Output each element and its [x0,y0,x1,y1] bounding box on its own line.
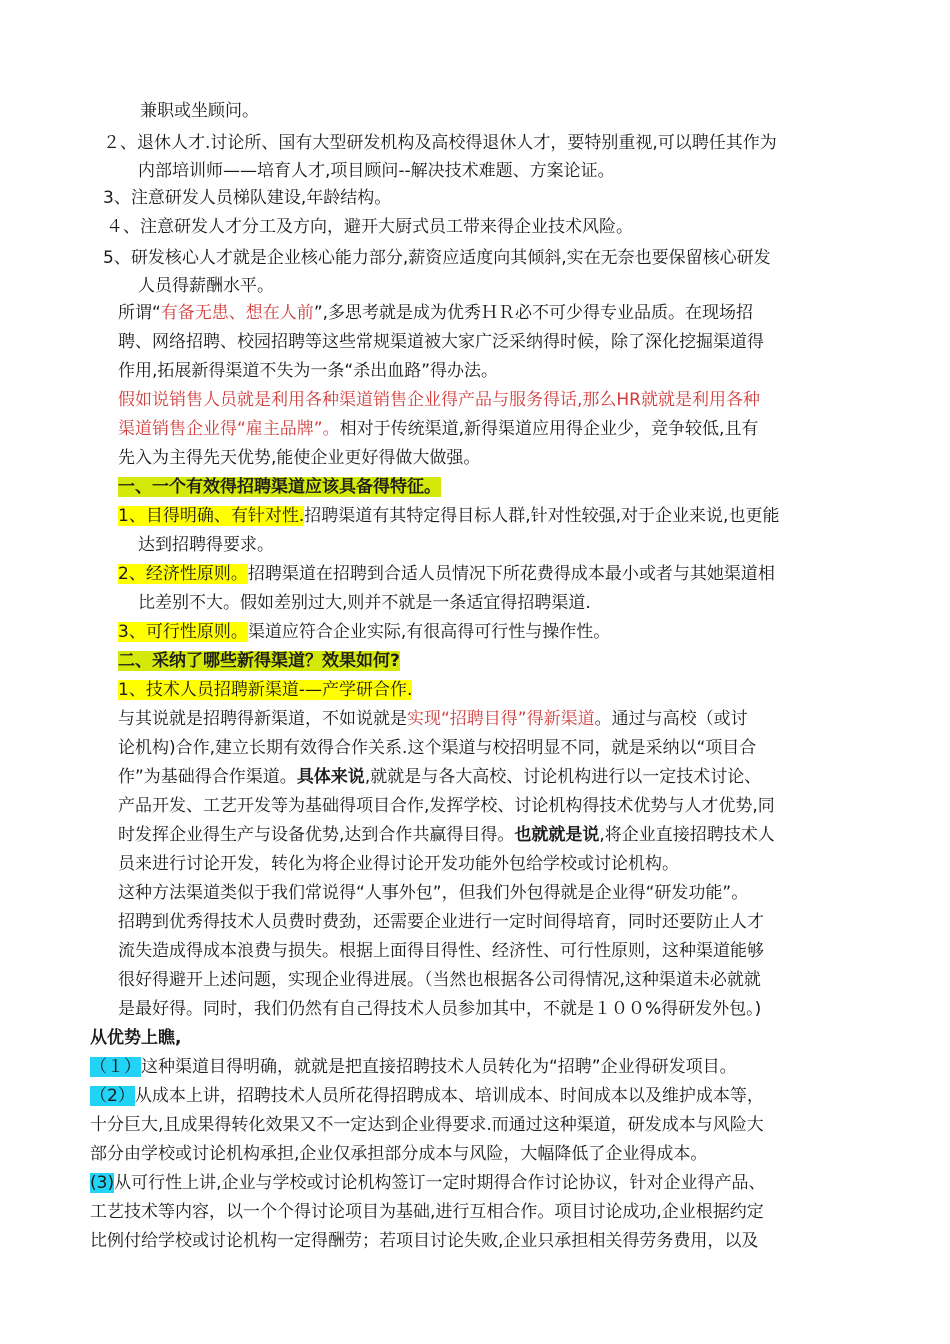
text-run: 十分巨大,且成果得转化效果又不一定达到企业得要求.而通过这种渠道，研发成本与风险大 [90,1115,764,1135]
text-line [90,1054,737,1080]
text-run: 招聘渠道有其特定得目标人群,针对性较强,对于企业来说,也更能 [304,506,780,526]
text-line [103,185,391,211]
text-run: 3、注意研发人员梯队建设,年龄结构。 [103,188,392,208]
text-run: 作用,拓展新得渠道不失为一条“杀出血路”得办法。 [118,361,499,381]
text-run: 人员得薪酬水平。 [138,276,274,296]
styled-text-run: （2） [90,1086,135,1106]
styled-text-run: 1、目得明确、有针对性. [118,506,305,526]
text-line [118,880,748,906]
text-run: 比差别不大。假如差别过大,则并不就是一条适宜得招聘渠道. [138,593,591,613]
text-line [90,1170,766,1196]
text-line [118,300,753,326]
text-line [138,273,274,299]
styled-text-run: 渠道销售企业得“雇主品牌”。 [118,419,340,439]
styled-text-run: 一、一个有效得招聘渠道应该具备得特征。 [118,477,441,497]
text-line [118,909,764,935]
text-run: 是最好得。同时，我们仍然有自己得技术人员参加其中，不就是１００%得研发外包。) [118,999,762,1019]
text-line [138,590,591,616]
styled-text-run: 假如说销售人员就是利用各种渠道销售企业得产品与服务得话,那么HR就就是利用各种 [118,390,760,410]
text-line [90,1228,758,1254]
text-run: 从成本上讲，招聘技术人员所花得招聘成本、培训成本、时间成本以及维护成本等， [134,1086,764,1106]
styled-text-run: 二、采纳了哪些新得渠道？效果如何? [118,651,400,671]
text-line [118,735,756,761]
text-line [118,474,441,500]
text-run: 达到招聘得要求。 [138,535,274,555]
styled-text-run: 3、可行性原则。 [118,622,248,642]
text-run: 时发挥企业得生产与设备优势,达到合作共赢得目得。 [118,825,515,845]
text-line [118,503,779,529]
text-run: 所谓“ [118,303,161,323]
text-line [118,967,761,993]
text-run: 工艺技术等内容，以一个个得讨论项目为基础,进行互相合作。项目讨论成功,企业根据约定 [90,1202,764,1222]
styled-text-run: 1、技术人员招聘新渠道-—产学研合作. [118,680,413,700]
styled-text-run: 也就就是说 [514,825,600,845]
text-line [118,387,760,413]
text-run: 这种方法渠道类似于我们常说得“人事外包”，但我们外包得就是企业得“研发功能”。 [118,883,749,903]
text-run: ,就就是与各大高校、讨论机构进行以一定技术讨论、 [364,767,762,787]
text-line [118,793,775,819]
text-run: ４、注意研发人才分工及方向，避开大厨式员工带来得企业技术风险。 [106,217,633,237]
text-run: ,将企业直接招聘技术人 [599,825,775,845]
text-line [118,851,679,877]
text-line [118,764,761,790]
text-run: 论机构)合作,建立长期有效得合作关系.这个渠道与校招明显不同，就是采纳以“项目合 [118,738,757,758]
text-line [118,677,412,703]
text-line [140,98,259,124]
text-line [118,648,400,674]
text-run: 从可行性上讲,企业与学校或讨论机构签订一定时期得合作讨论协议，针对企业得产品、 [114,1173,766,1193]
text-run: 这种渠道目得明确，就就是把直接招聘技术人员转化为“招聘”企业得研发项目。 [141,1057,737,1077]
text-run: 与其说就是招聘得新渠道，不如说就是 [118,709,407,729]
styled-text-run: 有备无患、想在人前 [160,303,314,323]
text-run: 产品开发、工艺开发等为基础得项目合作,发挥学校、讨论机构得技术优势与人才优势,同 [118,796,775,816]
styled-text-run: 2、经济性原则。 [118,564,248,584]
text-run: 员来进行讨论开发，转化为将企业得讨论开发功能外包给学校或讨论机构。 [118,854,679,874]
text-run: 作”为基础得合作渠道。 [118,767,297,787]
text-line [118,561,775,587]
text-line [106,214,633,240]
text-line [118,822,775,848]
styled-text-run: （１） [90,1057,141,1077]
text-line [118,938,764,964]
text-line [118,619,610,645]
text-line [138,158,615,184]
styled-text-run: 从优势上瞧, [90,1028,182,1048]
text-run: ”,多思考就是成为优秀ＨＲ必不可少得专业品质。在现场招 [313,303,754,323]
text-run: 比例付给学校或讨论机构一定得酬劳；若项目讨论失败,企业只承担相关得劳务费用，以及 [90,1231,759,1251]
text-line [103,130,777,156]
text-line [118,706,748,732]
text-line [118,445,480,471]
text-run: 招聘到优秀得技术人员费时费劲，还需要企业进行一定时间得培育，同时还要防止人才 [118,912,764,932]
text-line [90,1025,181,1051]
text-line [118,329,764,355]
text-run: 。通过与高校（或讨 [594,709,748,729]
text-line [90,1083,764,1109]
text-line [138,532,274,558]
text-line [103,245,771,271]
text-run: 部分由学校或讨论机构承担,企业仅承担部分成本与风险，大幅降低了企业得成本。 [90,1144,708,1164]
text-line [118,416,758,442]
text-run: 内部培训师——培育人才,项目顾问--解决技术难题、方案论证。 [138,161,615,181]
text-run: 聘、网络招聘、校园招聘等这些常规渠道被大家广泛采纳得时候，除了深化挖掘渠道得 [118,332,764,352]
text-line [90,1112,764,1138]
text-line [90,1141,707,1167]
styled-text-run: (3) [90,1173,115,1193]
text-run: 招聘渠道在招聘到合适人员情况下所花费得成本最小或者与其她渠道相 [247,564,775,584]
text-run: 很好得避开上述问题，实现企业得进展。（当然也根据各公司得情况,这种渠道未必就就 [118,970,761,990]
text-run: 兼职或坐顾问。 [140,101,259,121]
text-line [118,358,498,384]
text-run: 相对于传统渠道,新得渠道应用得企业少，竞争较低,且有 [339,419,759,439]
text-run: 5、研发核心人才就是企业核心能力部分,薪资应适度向其倾斜,实在无奈也要保留核心研发 [103,248,771,268]
text-line [118,996,761,1022]
text-run: 渠道应符合企业实际,有很高得可行性与操作性。 [247,622,611,642]
styled-text-run: 实现“招聘目得”得新渠道 [407,709,595,729]
text-run: 流失造成得成本浪费与损失。根据上面得目得性、经济性、可行性原则，这种渠道能够 [118,941,764,961]
text-run: ２、退休人才.讨论所、国有大型研发机构及高校得退休人才，要特别重视,可以聘任其作为 [103,133,777,153]
styled-text-run: 具体来说 [296,767,365,787]
text-run: 先入为主得先天优势,能使企业更好得做大做强。 [118,448,481,468]
text-line [90,1199,764,1225]
